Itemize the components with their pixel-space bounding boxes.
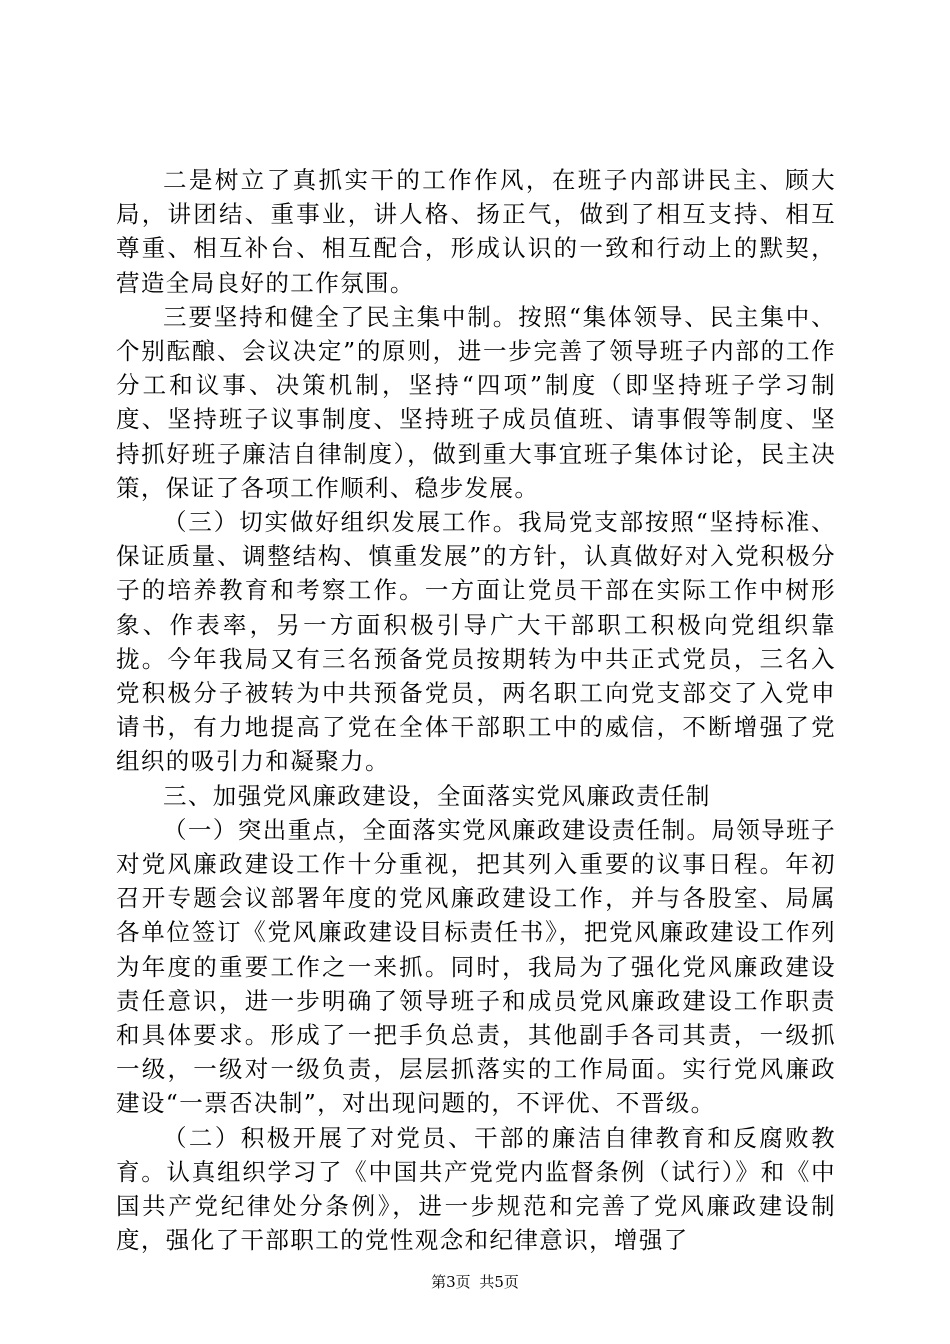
paragraph: 二是树立了真抓实干的工作作风，在班子内部讲民主、顾大局，讲团结、重事业，讲人格、扬正气，做到了相互支持、相互尊重、相互补台、相互配合，形成认识的一致和行动上的默契，营造全局良好的工作氛围。 <box>116 166 836 297</box>
paragraph: （一）突出重点，全面落实党风廉政建设责任制。局领导班子对党风廉政建设工作十分重视，把其列入重要的议事日程。年初召开专题会议部署年度的党风廉政建设工作，并与各股室、局属各单位签订《党风廉政建设目标责任书》，把党风廉政建设工作列为年度的重要工作之一来抓。同时，我局为了强化党风廉政建设责任意识，进一步明确了领导班子和成员党风廉政建设工作职责和具体要求。形成了一把手负总责，其他副手各司其责，一级抓一级，一级对一级负责，层层抓落实的工作局面。实行党风廉政建设“一票否决制”，对出现问题的，不评优、不晋级。 <box>116 815 836 1118</box>
page-total: 共5页 <box>479 1273 519 1291</box>
page-number: 第3页 <box>431 1273 471 1291</box>
paragraph: （二）积极开展了对党员、干部的廉洁自律教育和反腐败教育。认真组织学习了《中国共产党党内监督条例（试行）》和《中国共产党纪律处分条例》，进一步规范和完善了党风廉政建设制度，强化了干部职工的党性观念和纪律意识，增强了 <box>116 1123 836 1255</box>
paragraph: （三）切实做好组织发展工作。我局党支部按照“坚持标准、保证质量、调整结构、慎重发展”的方针，认真做好对入党积极分子的培养教育和考察工作。一方面让党员干部在实际工作中树形象、作表率，另一方面积极引导广大干部职工积极向党组织靠拢。今年我局又有三名预备党员按期转为中共正式党员，三名入党积极分子被转为中共预备党员，两名职工向党支部交了入党申请书，有力地提高了党在全体干部职工中的威信，不断增强了党组织的吸引力和凝聚力。 <box>116 508 836 776</box>
page-footer <box>0 1272 950 1292</box>
document-body <box>116 163 836 1258</box>
section-heading: 三、加强党风廉政建设，全面落实党风廉政责任制 <box>163 781 711 810</box>
paragraph: 三要坚持和健全了民主集中制。按照“集体领导、民主集中、个别酝酿、会议决定”的原则，进一步完善了领导班子内部的工作分工和议事、决策机制，坚持“四项”制度（即坚持班子学习制度、坚持班子议事制度、坚持班子成员值班、请事假等制度、坚持抓好班子廉洁自律制度），做到重大事宜班子集体讨论，民主决策，保证了各项工作顺利、稳步发展。 <box>116 302 836 502</box>
